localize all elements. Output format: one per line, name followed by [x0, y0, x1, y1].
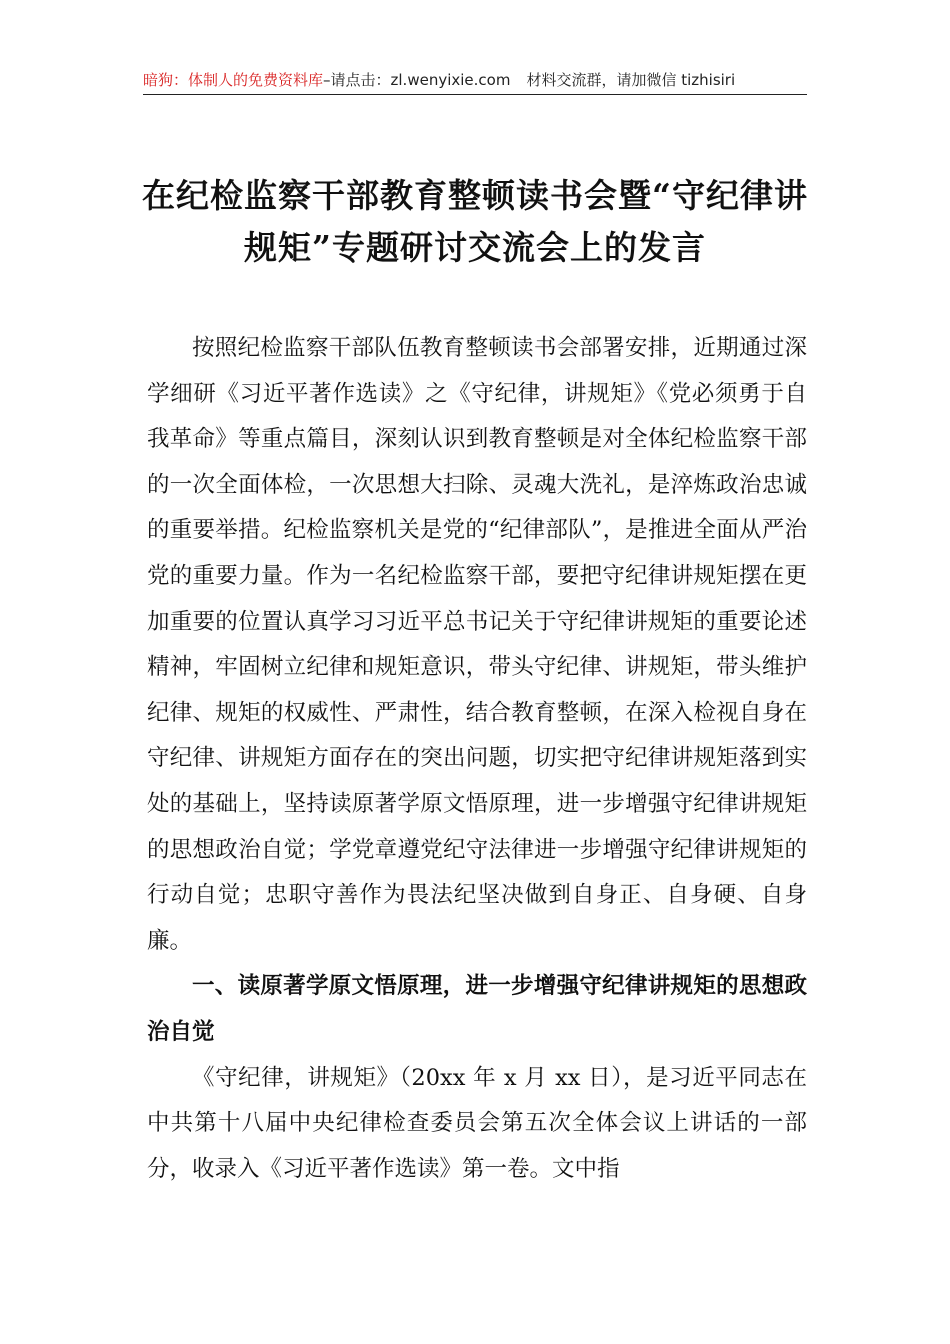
intro-paragraph: 按照纪检监察干部队伍教育整顿读书会部署安排，近期通过深学细研《习近平著作选读》之《守纪律，讲规矩》《党必须勇于自我革命》等重点篇目，深刻认识到教育整顿是对全体纪检监察干部的一次全面体检，一次思想大扫除、灵魂大洗礼，是淬炼政治忠诚的重要举措。纪检监察机关是党的“纪律部队”，是推进全面从严治党的重要力量。作为一名纪检监察干部，要把守纪律讲规矩摆在更加重要的位置认真学习习近平总书记关于守纪律讲规矩的重要论述精神，牢固树立纪律和规矩意识，带头守纪律、讲规矩，带头维护纪律、规矩的权威性、严肃性，结合教育整顿，在深入检视自身在守纪律、讲规矩方面存在的突出问题，切实把守纪律讲规矩落到实处的基础上，坚持读原著学原文悟原理，进一步增强守纪律讲规矩的思想政治自觉；学党章遵党纪守法律进一步增强守纪律讲规矩的行动自觉；忠职守善作为畏法纪坚决做到自身正、自身硬、自身廉。	[147, 335, 807, 954]
header-site-link[interactable]: –请点击：zl.wenyixie.com	[323, 71, 511, 89]
header-contact: 材料交流群，请加微信 tizhisiri	[526, 71, 736, 89]
page-header	[143, 68, 807, 95]
section-heading-1: 一、读原著学原文悟原理，进一步增强守纪律讲规矩的思想政治自觉	[147, 973, 807, 1045]
header-site-name: 暗狗：体制人的免费资料库	[143, 71, 324, 89]
document-title: 在纪检监察干部教育整顿读书会暨“守纪律讲规矩”专题研讨交流会上的发言	[142, 176, 808, 267]
section-1-paragraph: 《守纪律，讲规矩》（20xx 年 x 月 xx 日），是习近平同志在中共第十八届中央纪律检查委员会第五次全体会议上讲话的一部分，收录入《习近平著作选读》第一卷。文中指	[147, 1064, 807, 1182]
document-body	[147, 326, 807, 1192]
